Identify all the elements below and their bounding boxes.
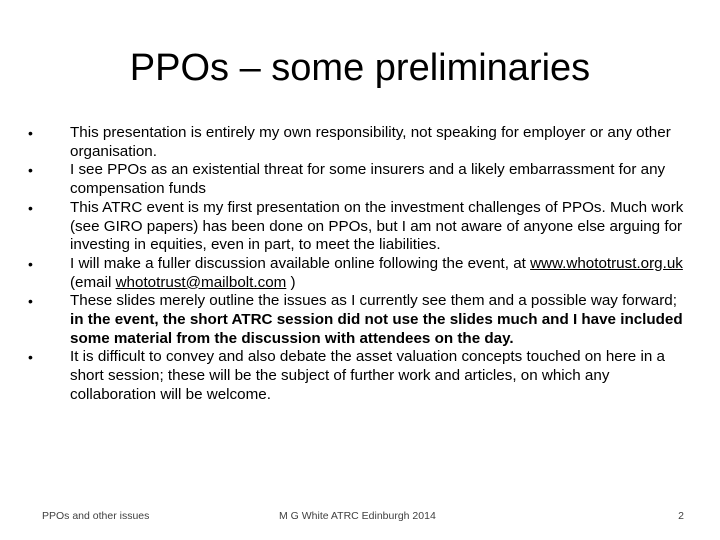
bullet-marker: • — [28, 199, 33, 216]
bullet-text-responsibility: This presentation is entirely my own responsibility, not speaking for employer or any other organisation. — [70, 124, 671, 160]
bullet-item-online-discussion — [28, 255, 688, 292]
footer-left-text: PPOs and other issues — [42, 510, 150, 522]
bullet-marker: • — [28, 162, 33, 179]
bullet-text-investment-challenges: This ATRC event is my first presentation on the investment challenges of PPOs. Much work (see GIRO papers) has been done on PPOs, but I am not aware of anyone else arguing for investing in equities, even in part, to meet the liabilities. — [70, 198, 684, 254]
bullet-text-online-discussion — [42, 255, 688, 292]
online-discussion-text-before: I will make a fuller discussion available online following the event, at — [70, 254, 531, 272]
bullet-item-difficult-to-convey — [28, 348, 688, 404]
footer-center-text: M G White ATRC Edinburgh 2014 — [279, 510, 436, 522]
bullet-text-existential-threat: I see PPOs as an existential threat for some insurers and a likely embarrassment for any compensation funds — [70, 161, 666, 198]
online-discussion-text-after: ) — [286, 273, 296, 291]
outline-issues-plain-text: These slides merely outline the issues as I currently see them and a possible way forward; — [70, 292, 677, 310]
email-link[interactable]: whototrust@mailbolt.com — [115, 273, 287, 291]
slide-page-number: 2 — [678, 510, 684, 522]
bullet-item-outline-issues — [28, 292, 688, 348]
slide-title: PPOs – some preliminaries — [129, 47, 591, 89]
bullet-item-existential-threat — [28, 161, 688, 198]
bullet-marker: • — [28, 255, 33, 272]
bullet-marker: • — [28, 349, 33, 366]
bullet-text-difficult-to-convey: It is difficult to convey and also debate the asset valuation concepts touched on here in a short session; these will be the subject of further work and articles, on which any collaboration will be welcome. — [70, 348, 665, 403]
bullet-marker: • — [28, 293, 33, 310]
online-discussion-text-middle: (email — [70, 273, 116, 291]
website-link[interactable]: www.whototrust.org.uk — [530, 254, 683, 272]
bullet-list — [28, 124, 688, 405]
bullet-text-outline-issues — [42, 292, 688, 348]
bullet-marker: • — [28, 125, 33, 141]
outline-issues-bold-text: in the event, the short ATRC session did not use the slides much and I have included some material from the discussion with attendees on the day. — [70, 311, 683, 347]
bullet-item-responsibility — [28, 124, 688, 161]
bullet-item-investment-challenges — [28, 199, 688, 255]
